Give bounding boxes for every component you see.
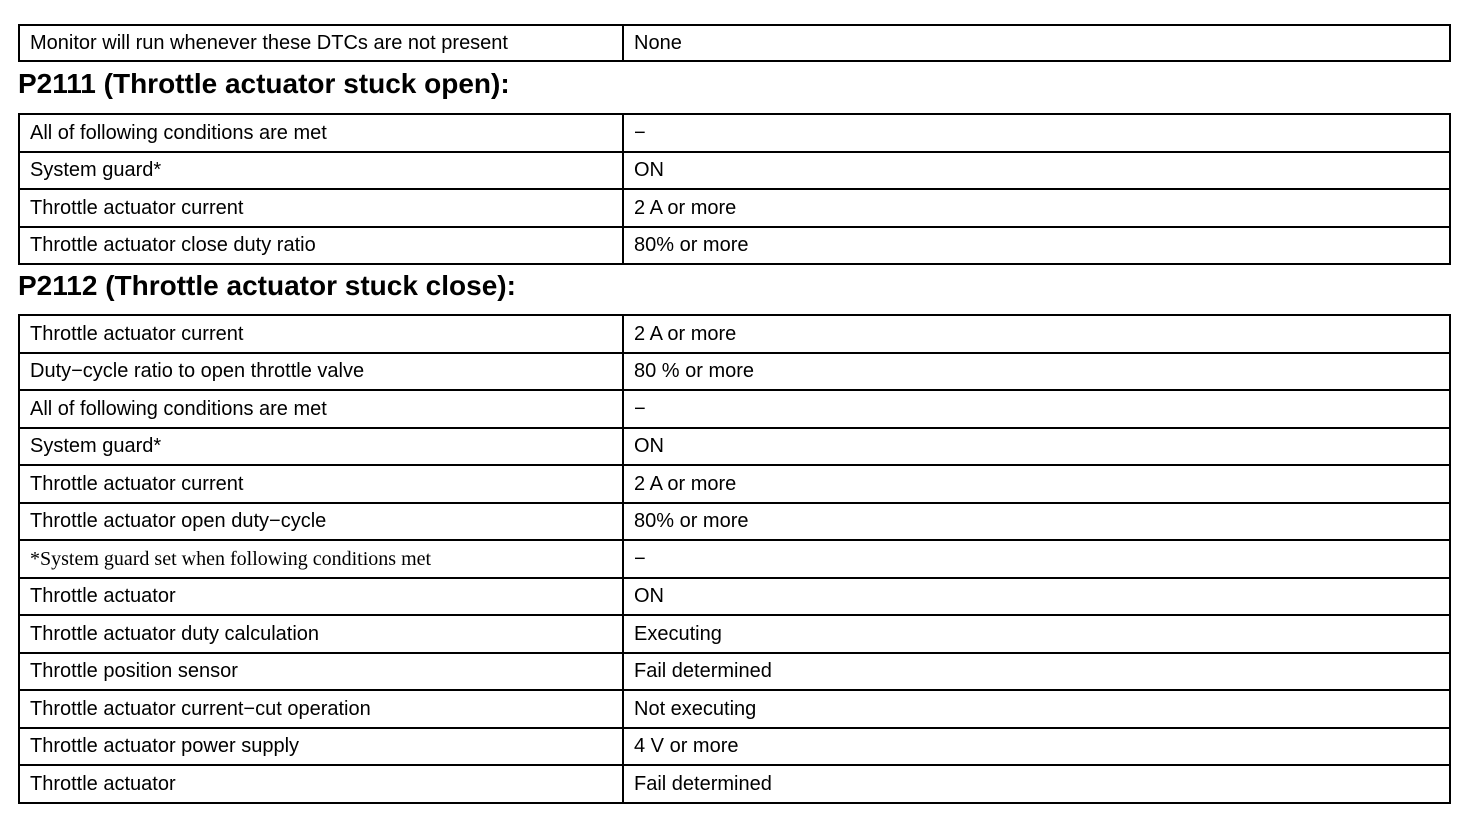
condition-cell: Throttle actuator current [19,189,623,227]
condition-cell: Monitor will run whenever these DTCs are not present [19,25,623,61]
table-row [19,189,1450,227]
table-row [19,540,1450,578]
value-cell: Fail determined [623,653,1450,691]
value-cell: 2 A or more [623,189,1450,227]
condition-cell: Throttle actuator duty calculation [19,615,623,653]
table-row [19,653,1450,691]
table-row [19,615,1450,653]
value-cell: − [623,390,1450,428]
value-cell: None [623,25,1450,61]
value-cell: − [623,114,1450,152]
value-cell: 80 % or more [623,353,1450,391]
condition-cell: Throttle actuator current [19,465,623,503]
table-row [19,353,1450,391]
value-cell: Executing [623,615,1450,653]
table-row [19,690,1450,728]
table-row [19,728,1450,766]
condition-cell: Throttle actuator current [19,315,623,353]
condition-cell: Throttle position sensor [19,653,623,691]
section-title-p2112: P2112 (Throttle actuator stuck close): [18,270,516,301]
p2111-condition-table [18,113,1451,265]
value-cell: 2 A or more [623,315,1450,353]
value-cell: ON [623,578,1450,616]
table-row [19,227,1450,265]
value-cell: 4 V or more [623,728,1450,766]
table-row [19,114,1450,152]
value-cell: 80% or more [623,503,1450,541]
condition-cell: Throttle actuator open duty−cycle [19,503,623,541]
value-cell: 80% or more [623,227,1450,265]
p2112-condition-table [18,314,1451,804]
condition-cell: Duty−cycle ratio to open throttle valve [19,353,623,391]
value-cell: − [623,540,1450,578]
table-row [19,765,1450,803]
condition-cell: Throttle actuator power supply [19,728,623,766]
condition-cell: Throttle actuator close duty ratio [19,227,623,265]
table-row [19,578,1450,616]
condition-cell: All of following conditions are met [19,390,623,428]
section-title-p2111: P2111 (Throttle actuator stuck open): [18,68,510,99]
condition-cell: *System guard set when following conditions met [19,540,623,578]
value-cell: ON [623,152,1450,190]
condition-cell: System guard* [19,428,623,466]
value-cell: Fail determined [623,765,1450,803]
value-cell: Not executing [623,690,1450,728]
table-row [19,465,1450,503]
table-row [19,428,1450,466]
condition-cell: All of following conditions are met [19,114,623,152]
value-cell: 2 A or more [623,465,1450,503]
condition-cell: System guard* [19,152,623,190]
table-row [19,152,1450,190]
table-row [19,390,1450,428]
condition-cell: Throttle actuator [19,578,623,616]
condition-cell: Throttle actuator [19,765,623,803]
condition-cell: Throttle actuator current−cut operation [19,690,623,728]
table-row [19,503,1450,541]
dtc-condition-table [18,24,1451,62]
table-row [19,315,1450,353]
table-row [19,25,1450,61]
value-cell: ON [623,428,1450,466]
